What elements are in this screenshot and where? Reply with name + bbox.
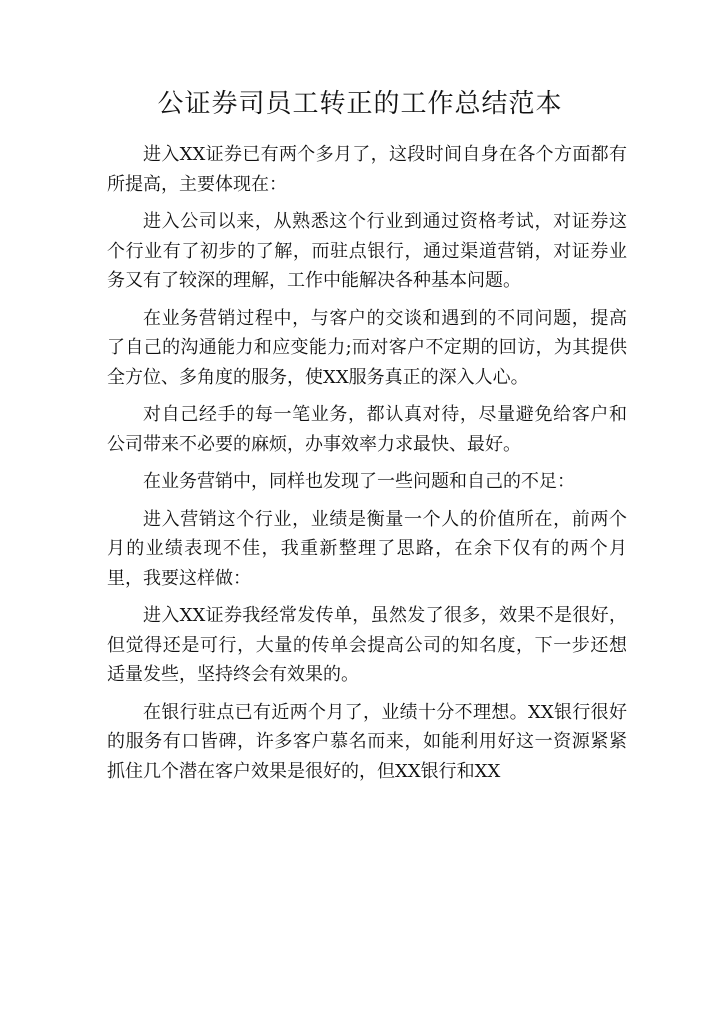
paragraph-3: 在业务营销过程中，与客户的交谈和遇到的不同问题，提高了自己的沟通能力和应变能力;而对客户不定期的回访，为其提供全方位、多角度的服务，使XX服务真正的深入人心。	[107, 307, 627, 388]
page-title: 公证券司员工转正的工作总结范本	[157, 89, 563, 119]
paragraph-4: 对自己经手的每一笔业务，都认真对待，尽量避免给客户和公司带来不必要的麻烦，办事效率力求最快、最好。	[107, 404, 627, 455]
document-body	[107, 140, 627, 794]
paragraph-7: 进入XX证券我经常发传单，虽然发了很多，效果不是很好，但觉得还是可行，大量的传单会提高公司的知名度，下一步还想适量发些，坚持终会有效果的。	[107, 605, 627, 685]
paragraph-6: 进入营销这个行业，业绩是衡量一个人的价值所在，前两个月的业绩表现不佳，我重新整理了思路，在余下仅有的两个月里，我要这样做：	[107, 508, 627, 589]
paragraph-2: 进入公司以来，从熟悉这个行业到通过资格考试，对证券这个行业有了初步的了解，而驻点银行，通过渠道营销，对证券业务又有了较深的理解，工作中能解决各种基本问题。	[107, 211, 627, 291]
paragraph-8: 在银行驻点已有近两个月了，业绩十分不理想。XX银行很好的服务有口皆碑，许多客户慕名而来，如能利用好这一资源紧紧抓住几个潜在客户效果是很好的，但XX银行和XX	[107, 701, 627, 782]
paragraph-5: 在业务营销中，同样也发现了一些问题和自己的不足：	[143, 471, 575, 492]
paragraph-1: 进入XX证券已有两个多月了，这段时间自身在各个方面都有所提高，主要体现在：	[107, 144, 627, 195]
